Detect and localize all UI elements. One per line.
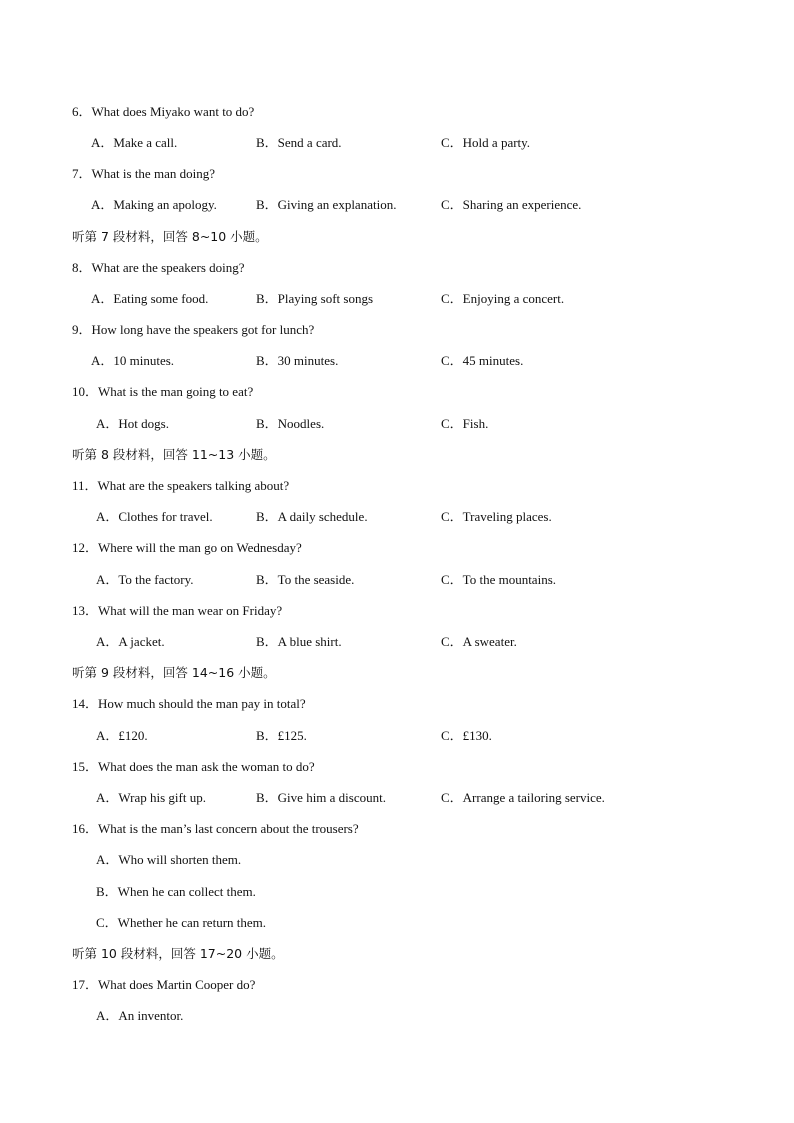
question-12-option-a: A．To the factory. — [96, 572, 194, 587]
question-13-option-c: C．A sweater. — [441, 634, 517, 649]
question-11-option-b: B．A daily schedule. — [256, 509, 368, 524]
question-9-stem: 9．How long have the speakers got for lunch? — [72, 322, 315, 337]
question-16-option-b: B．When he can collect them. — [96, 884, 256, 899]
question-14-option-a: A．£120. — [96, 728, 148, 743]
question-15-option-b: B．Give him a discount. — [256, 790, 386, 805]
question-15-option-a: A．Wrap his gift up. — [96, 790, 206, 805]
question-16-option-a: A．Who will shorten them. — [96, 852, 242, 867]
question-10-stem: 10．What is the man going to eat? — [72, 384, 254, 399]
question-15-stem: 15．What does the man ask the woman to do? — [72, 759, 315, 774]
question-11-option-c: C．Traveling places. — [441, 509, 552, 524]
question-7-option-a: A．Making an apology. — [91, 197, 217, 212]
question-17-option-a: A．An inventor. — [96, 1008, 184, 1023]
question-11-option-a: A．Clothes for travel. — [96, 509, 213, 524]
question-12-option-b: B．To the seaside. — [256, 572, 355, 587]
question-7-option-c: C．Sharing an experience. — [441, 197, 582, 212]
question-8-option-b: B．Playing soft songs — [256, 291, 374, 306]
section-8-instruction: 听第 8 段材料，回答 11~13 小题。 — [72, 447, 276, 462]
question-9-option-c: C．45 minutes. — [441, 353, 524, 368]
question-12-stem: 12．Where will the man go on Wednesday? — [72, 540, 302, 555]
question-17-stem: 17．What does Martin Cooper do? — [72, 977, 256, 992]
question-14-option-c: C．£130. — [441, 728, 492, 743]
question-10-option-b: B．Noodles. — [256, 416, 325, 431]
question-11-stem: 11．What are the speakers talking about? — [72, 478, 290, 493]
question-15-option-c: C．Arrange a tailoring service. — [441, 790, 605, 805]
question-16-option-c: C．Whether he can return them. — [96, 915, 267, 930]
question-8-stem: 8．What are the speakers doing? — [72, 260, 245, 275]
question-7-stem: 7．What is the man doing? — [72, 166, 215, 181]
question-6-option-b: B．Send a card. — [256, 135, 342, 150]
question-9-option-b: B．30 minutes. — [256, 353, 339, 368]
question-7-option-b: B．Giving an explanation. — [256, 197, 397, 212]
question-13-stem: 13．What will the man wear on Friday? — [72, 603, 283, 618]
question-8-option-a: A．Eating some food. — [91, 291, 209, 306]
question-13-option-a: A．A jacket. — [96, 634, 165, 649]
question-6-option-a: A．Make a call. — [91, 135, 178, 150]
section-10-instruction: 听第 10 段材料，回答 17~20 小题。 — [72, 946, 284, 961]
question-14-option-b: B．£125. — [256, 728, 307, 743]
question-10-option-a: A．Hot dogs. — [96, 416, 169, 431]
question-10-option-c: C．Fish. — [441, 416, 489, 431]
question-8-option-c: C．Enjoying a concert. — [441, 291, 565, 306]
question-9-option-a: A．10 minutes. — [91, 353, 175, 368]
section-7-instruction: 听第 7 段材料，回答 8~10 小题。 — [72, 229, 268, 244]
question-12-option-c: C．To the mountains. — [441, 572, 557, 587]
question-14-stem: 14．How much should the man pay in total? — [72, 696, 306, 711]
question-13-option-b: B．A blue shirt. — [256, 634, 342, 649]
question-6-stem: 6．What does Miyako want to do? — [72, 104, 255, 119]
question-16-stem: 16．What is the man’s last concern about the trousers? — [72, 821, 359, 836]
question-6-option-c: C．Hold a party. — [441, 135, 531, 150]
section-9-instruction: 听第 9 段材料，回答 14~16 小题。 — [72, 665, 276, 680]
